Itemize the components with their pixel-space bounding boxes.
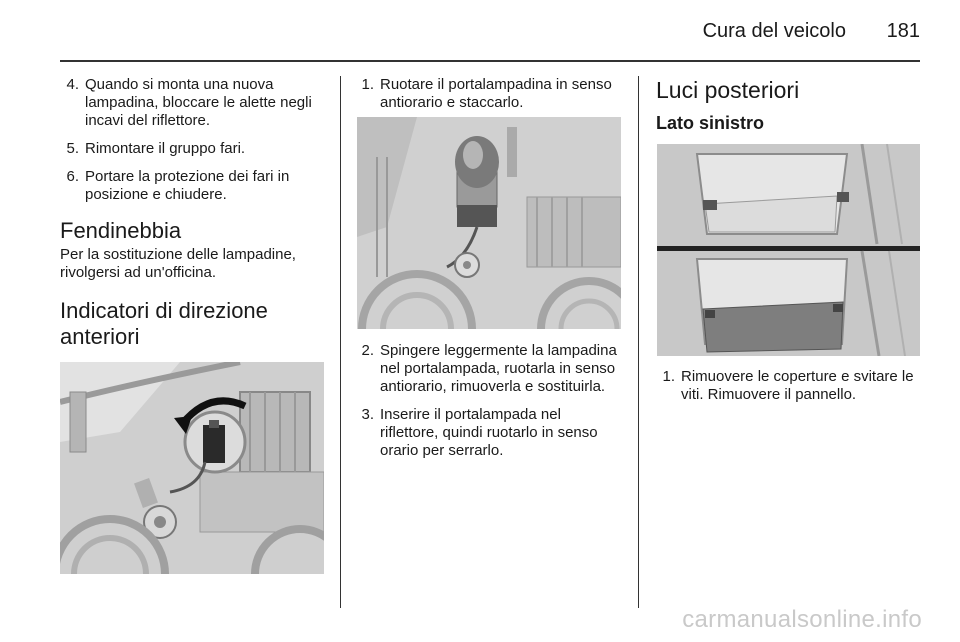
column-2-bottom	[355, 342, 623, 470]
section-heading-indicatori: Indicatori di direzione anteriori	[60, 298, 268, 349]
step-item	[355, 76, 623, 112]
step-text: Ruotare il portalampadina in senso antiorario e staccarlo.	[380, 76, 612, 111]
column-3-bottom	[656, 368, 920, 414]
step-item	[60, 140, 326, 158]
step-item	[355, 406, 623, 460]
page-number: 181	[886, 20, 920, 42]
step-number: 4.	[66, 76, 79, 93]
section-heading-fendinebbia: Fendinebbia	[60, 218, 182, 243]
step-number: 2.	[361, 342, 374, 359]
subsection-heading-lato-sinistro: Lato sinistro	[656, 113, 765, 133]
step-number: 6.	[66, 168, 79, 185]
step-number: 1.	[662, 368, 675, 385]
column-2-top	[355, 76, 623, 122]
column-divider	[340, 76, 341, 608]
column-3-top	[656, 76, 920, 134]
column-divider	[638, 76, 639, 608]
step-number: 5.	[66, 140, 79, 157]
step-number: 1.	[361, 76, 374, 93]
step-item	[60, 168, 326, 204]
step-list	[60, 76, 326, 204]
rear-panel-illustration	[657, 144, 920, 356]
step-text: Rimontare il gruppo fari.	[85, 140, 246, 157]
step-text: Spingere leggermente la lampadina nel portalampada, ruotarla in senso antiorario, rimuoverla e sostituirla.	[380, 342, 617, 395]
header-rule	[60, 60, 920, 62]
step-item	[355, 342, 623, 396]
column-1	[60, 76, 326, 350]
step-text: Quando si monta una nuova lampadina, bloccare le alette negli incavi del riflettore.	[85, 76, 312, 129]
running-header-title: Cura del veicolo	[702, 20, 846, 42]
step-item	[656, 368, 920, 404]
step-list	[355, 342, 623, 460]
indicator-bulb-illustration	[60, 362, 324, 574]
step-number: 3.	[361, 406, 374, 423]
step-text: Rimuovere le coperture e svitare le viti. Rimuovere il pannello.	[681, 368, 914, 403]
step-text: Inserire il portalampada nel riflettore, quindi ruotarlo in senso orario per serrarlo.	[380, 406, 598, 459]
bulb-holder-illustration	[357, 117, 621, 329]
section-heading-luci-posteriori: Luci posteriori	[656, 77, 800, 103]
watermark: carmanualsonline.info	[682, 606, 922, 633]
step-text: Portare la protezione dei fari in posizione e chiudere.	[85, 168, 290, 203]
section-body-fendinebbia: Per la sostituzione delle lampadine, rivolgersi ad un'officina.	[60, 246, 296, 281]
step-item	[60, 76, 326, 130]
